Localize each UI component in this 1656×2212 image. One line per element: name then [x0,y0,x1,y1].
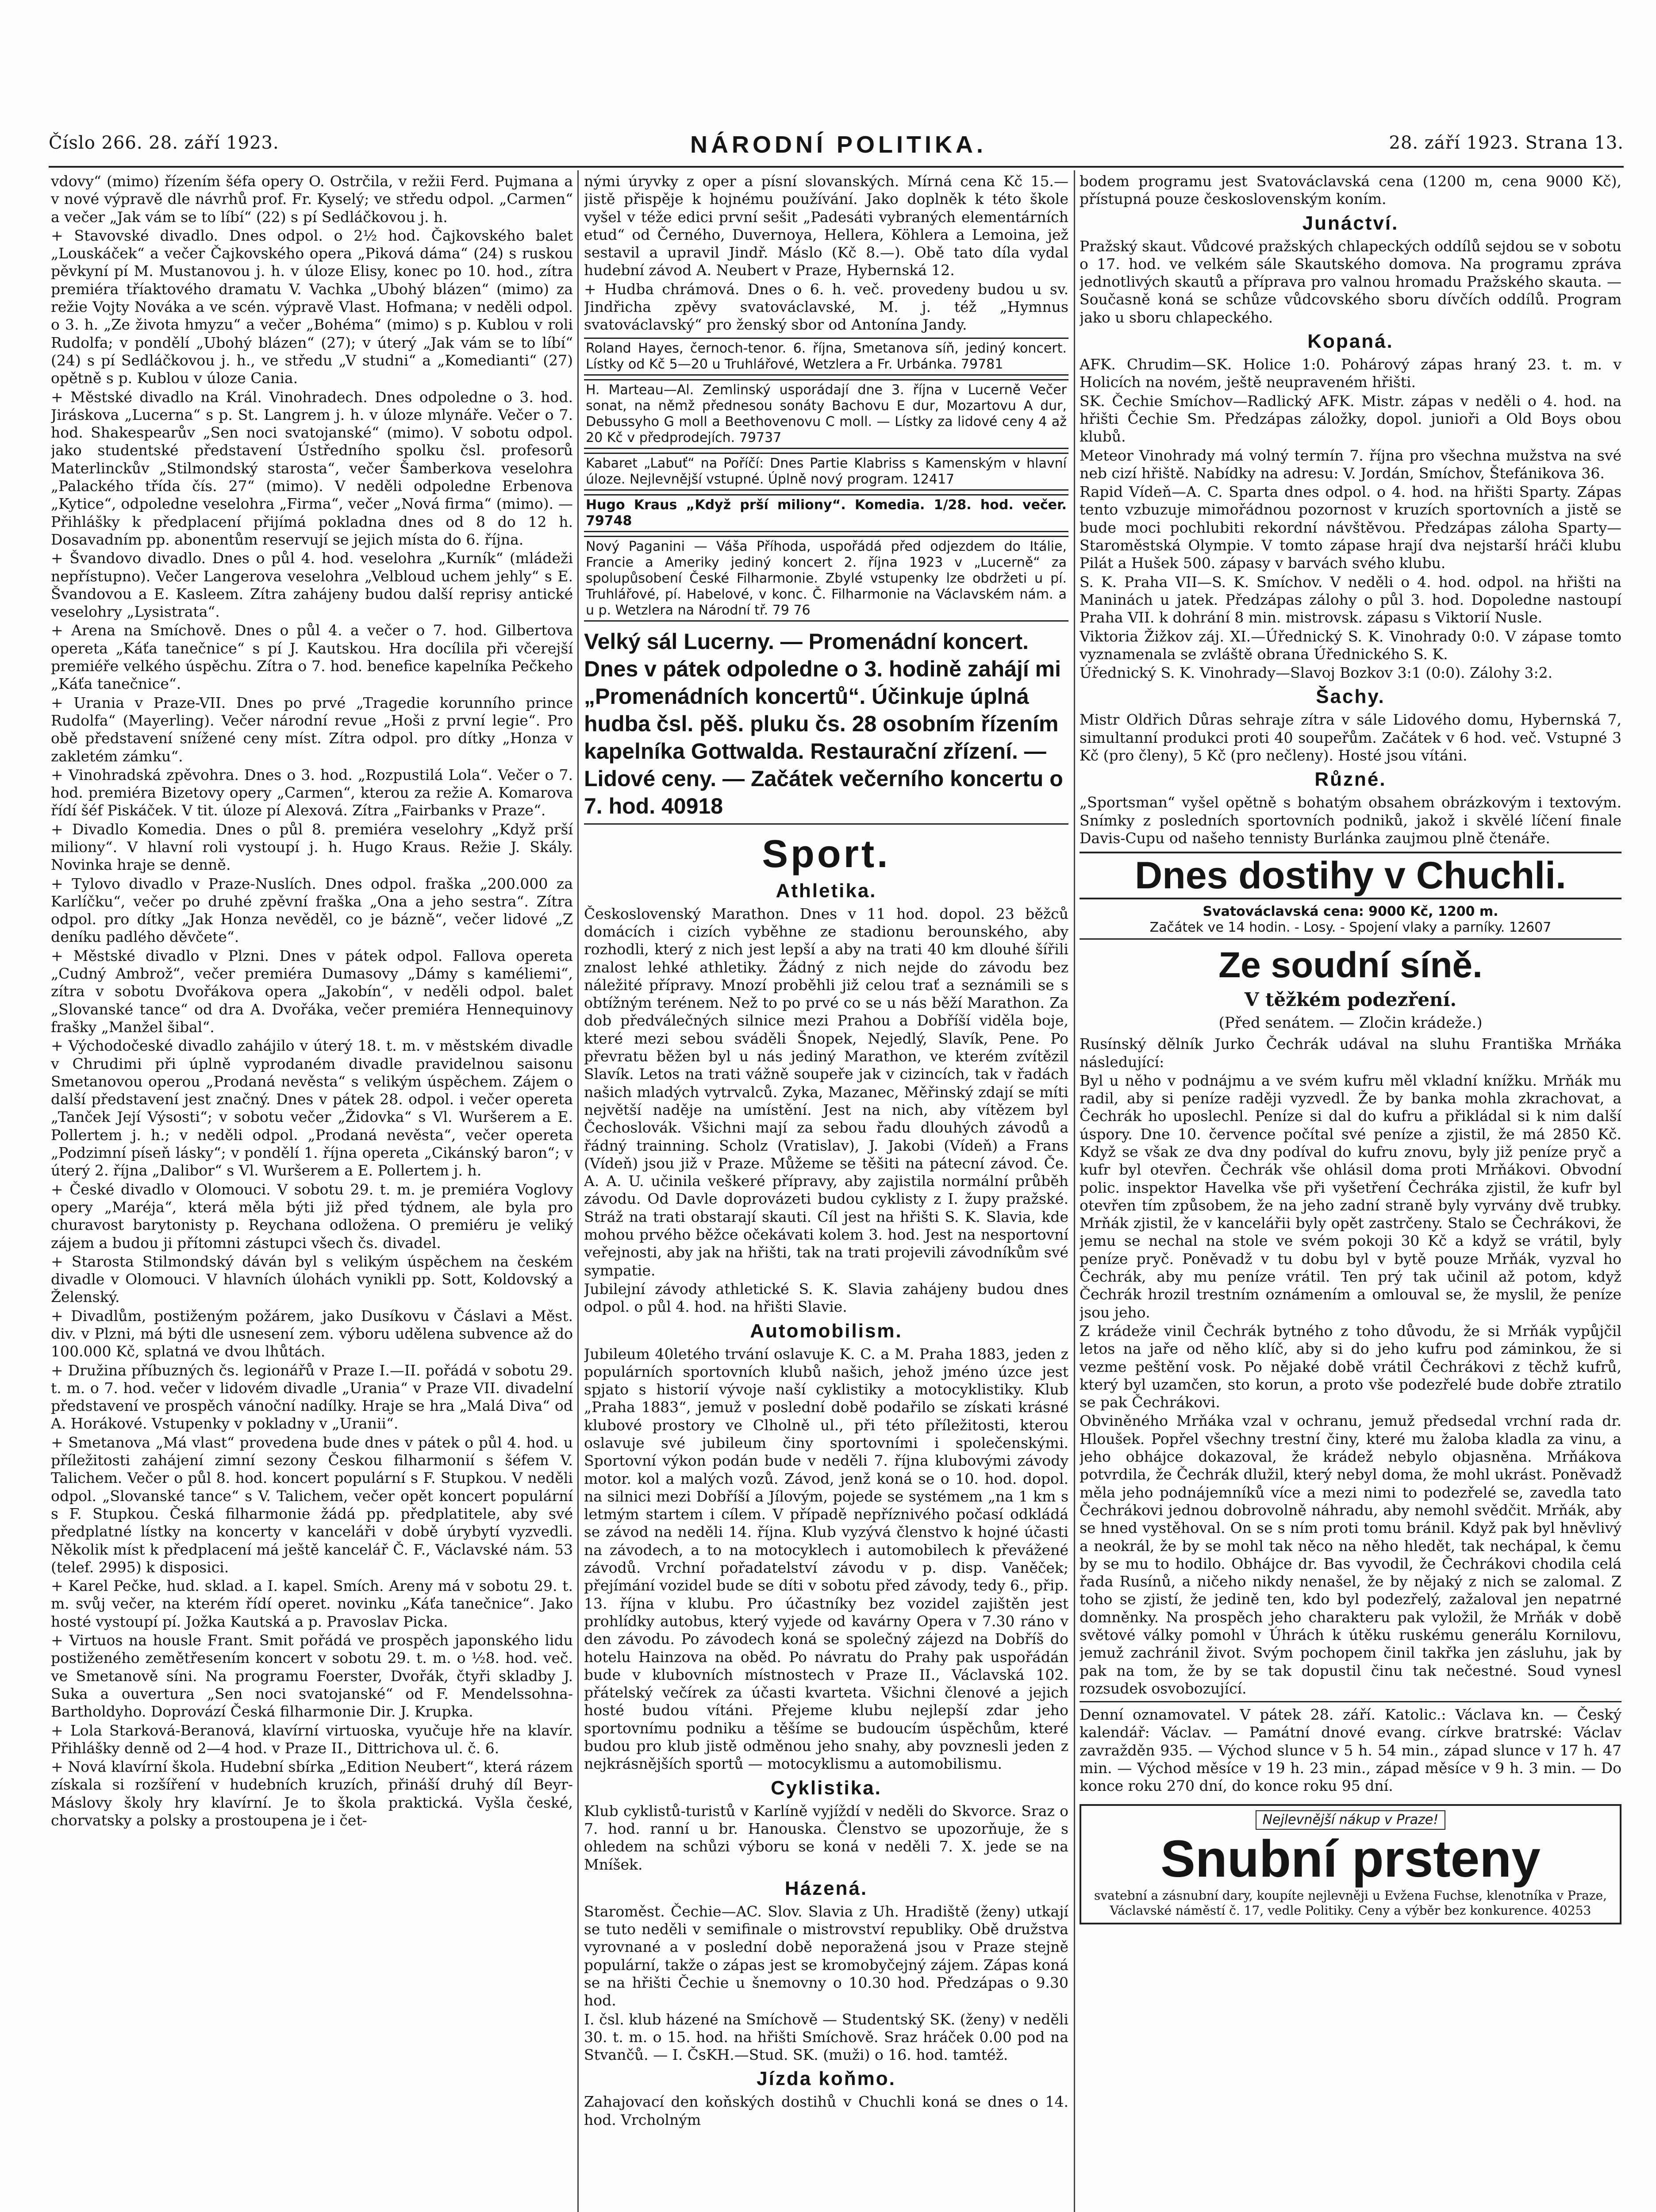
divider [1080,1701,1621,1702]
lucerna-concert-ad: Velký sál Lucerny. — Promenádní koncert. Dnes v pátek odpoledne o 3. hodině zahájí mi „Promenádních koncertů“. Účinkuje úplná hudba čsl. pěš. pluku čs. 28 osobním řízením kapelníka Gottwalda. Restaurační zřízení. — Lidové ceny. — Začátek večerního koncertu o 7. hod. 40918 [584,628,1068,825]
article-text: Staroměst. Čechie—AC. Slov. Slavia z Uh. Hradiště (ženy) utkají se tuto neděli v semifinale o mistrovství republiky. Obě družstva vyrovnané a v poslední době neporažená jsou v Praze stejně populární, takže o zápas jest se kromobyčejný zájem. Zápas koná se na hřišti Čechie u šnemovny o 10.30 hod. Předzápas o 9.30 hod. [584,1902,1068,2009]
chuchli-prize: Svatováclavská cena: 9000 Kč, 1200 m. [1203,904,1498,920]
advertisement: Nový Paganini — Váša Příhoda, uspořádá před odjezdem do Itálie, Francie a Ameriky jediný koncert 2. října 1923 v „Lucerně“ za spolupůsobení České Filharmonie. Zbylé vstupenky lze obdržeti u pí. Truhlářové, pí. Habelové, v konc. Č. Filharmonie na Václavském nám. a u p. Wetzlera na Národní tř. 79 76 [584,536,1068,622]
header-rule [49,166,1624,168]
article-text: Mistr Oldřich Důras sehraje zítra v sále Lidového domu, Hybernská 7, simultanní produkci proti 40 soupeřům. Začátek v 6 hod. več. Vstupné 3 Kč (pro členy), 5 Kč (pro nečleny). Hosté jsou vítáni. [1080,711,1621,764]
article-text: Zahajovací den koňských dostihů v Chuchli koná se dnes o 14. hod. Vrcholným [584,2093,1068,2128]
article-text: „Sportsman“ vyšel opětně s bohatým obsahem obrázkovým i textovým. Snímky z posledních sportovních podniků, jakož i skvělé líčení finale Davis-Cupu od našeho tennisty Burlánka zaujmou plně čtenáře. [1080,794,1621,847]
notice: + Stavovské divadlo. Dnes odpol. o 2½ hod. Čajkovského balet „Louskáček“ a večer Čajkovského opera „Piková dáma“ (24) s ruskou pěvkyní pí M. Mustanovou j. h. v úloze Elisy, konec po 10. hod., zítra premiéra tříaktového dramatu V. Vachka „Ubohý blázen“ (mimo) za režie Vojty Nováka a ve scén. výpravě Vlast. Hofmana; v neděli odpol. o 3. h. „Ze života hmyzu“ a večer „Bohéma“ (mimo) s p. Kublou v roli Rudolfa; v pondělí „Ubohý blázen“ (27); v úterý „Jak vám se to líbí“ (24) s pí Sedláčkovou j. h., ve středu „V studni“ a „Komedianti“ (27) opětně s p. Kublou v úloze Cania. [51,227,573,387]
column-divider [577,170,579,2212]
article-text: Rusínský dělník Jurko Čechrák udával na sluhu Františka Mrňáka následující: [1080,1035,1621,1071]
subheading-miscellaneous: Různé. [1314,768,1387,791]
issue-number: Číslo 266. 28. září 1923. [49,133,279,153]
subheading-scouting: Junáctví. [1302,212,1399,234]
article-text: S. K. Praha VII—S. K. Smíchov. V neděli o 4. hod. odpol. na hřišti na Maninách u jatek. Předzápas zálohy o půl 3. hod. Dopoledne nastoupí Praha VII. k dohrání 8 min. mistrovsk. zápasu s Viktorií Nusle. [1080,573,1621,626]
column-divider [1074,170,1075,2212]
daily-notice: Denní oznamovatel. V pátek 28. září. Katolic.: Václava kn. — Český kalendář: Václav. — Památní dnové evang. církve bratrské: Václav zavražděn 935. — Východ slunce v 5 h. 54 min., západ slunce v 17 h. 47 min. — Východ měsíce v 19 h. 23 min., západ měsíce v 9 h. 3 min. — Do konce roku 270 dní, do konce roku 95 dní. [1080,1706,1621,1795]
article-text: Jubilejní závody athletické S. K. Slavia zahájeny budou dnes odpol. o půl 4. hod. na hřišti Slavie. [584,1280,1068,1316]
article-text: Meteor Vinohrady má volný termín 7. října pro všechna mužstva na své neb cizí hřiště. Nabídky na adresu: V. Jordán, Smíchov, Štefánikova 36. [1080,446,1621,482]
article-text: SK. Čechie Smíchov—Radlický AFK. Mistr. zápas v neděli o 4. hod. na hřišti Čechie Sm. Předzápas záložky, dopol. junioři a Old Boys obou klubů. [1080,392,1621,445]
notice: + Starosta Stilmondský dáván byl s velikým úspěchem na českém divadle v Olomouci. V hlavních úlohách vynikli pp. Sott, Koldovský a Želenský. [51,1252,573,1306]
column-sport-court [1080,173,1621,2212]
ad-body: svatební a zásnubní dary, koupíte nejlevněji u Evžena Fuchse, klenotníka v Praze, Václavské náměstí č. 17, vedle Politiky. Ceny a výběr bez konkurence. 40253 [1094,1888,1607,1918]
advertisement: Roland Hayes, černoch-tenor. 6. října, Smetanova síň, jediný koncert. Lístky od Kč 5—20 u Truhlářové, Wetzlera a Fr. Urbánka. 79781 [584,338,1068,376]
page-header [49,133,1624,166]
notice: + Tylovo divadlo v Praze-Nuslích. Dnes odpol. fraška „200.000 za Karlíčku“, večer po druhé zpěvní fraška „Ona a jeho sestra“. Zítra odpol. pro dítky „Jak Honza nevěděl, co je bázně“, večer lidové „Z deníku padlého děvčete“. [51,875,573,946]
masthead: NÁRODNÍ POLITIKA. [690,131,987,158]
court-article-subtitle: (Před senátem. — Zločin krádeže.) [1218,1014,1483,1032]
article-text: Rapid Vídeň—A. C. Sparta dnes odpol. o 4. hod. na hřišti Sparty. Zápas tento vzbuzuje mimořádnou pozornost v kruzích sportovních a jistě se bude moci pochlubiti rekordní návštěvou. Předzápas záloha Sparty—Staroměstská Olympie. V tomto zápase hrají dva nejstarší hráči klubu Pilát a Hušek 500. zápasy v barvách svého klubu. [1080,483,1621,572]
notice: + Městské divadlo na Král. Vinohradech. Dnes odpoledne o 3. hod. Jiráskova „Lucerna“ s p. St. Langrem j. h. v úloze mlynáře. Večer o 7. hod. Shakespearův „Sen noci svatojanské“ (mimo). V sobotu odpol. jako studentské představení Ústředního spolku čsl. profesorů Materlinckův „Stilmondský starosta“, večer Šamberkova veselohra „Palackého třída čís. 27“ (mimo). V neděli odpoledne Erbenova „Kytice“, odpoledne veselohra „Firma“, večer „Nová firma“ (mimo). — Přihlášky k předplacení přijímá pokladna dnes od 8 do 12 h. Dosavadním pp. abonentům reservují se jejich místa do 6. října. [51,388,573,548]
article-text: Byl u něho v podnájmu a ve svém kufru měl vkladní knížku. Mrňák mu radil, aby si peníze raději vyzvedl. Že by banka mohla zkrachovat, a Čechrák ho uposlechl. Peníze si dal do kufru a přikládal si k nim další úspory. Dne 10. července počítal své peníze a zjistil, že má 2850 Kč. Když se však ze dva dny podíval do kufru znovu, byly již peníze pryč a kufr byl otevřen. Čechrák vše ohlásil doma proti Mrňákovi. Obvodní polic. inspektor Havelka vše při vyšetření Čechráka zjistil, že kufr byl otevřen tím způsobem, že na jeho zadní straně byly vyrvány dvě trubky. Mrňák zjistil, že v kancelářii byly opět zastrčeny. Stalo se Čechrákovi, že jemu se nechal na stole ve svém pokoji 30 Kč a když se vrátil, byly peníze pryč. Poněvadž v tu dobu byl v bytě pouze Mrňák, vyzval ho Čechrák, aby mu peníze vrátil. Ten prý tak učinil až potom, když Čechrák hrozil trestním oznámením a omlouval se, že myslil, že peníze jsou jeho. [1080,1071,1621,1321]
article-text: bodem programu jest Svatováclavská cena (1200 m, cena 9000 Kč), přístupná pouze československým koním. [1080,173,1621,208]
article-text: Obviněného Mrňáka vzal v ochranu, jemuž předsedal vrchní rada dr. Hloušek. Popřel všechny trestní činy, které mu žaloba kladla za vinu, a jeho obhájce dokazoval, že krádež nebylo objasněna. Mrňákova potvrdila, že Čechrák dlužil, který nebyl doma, že mohl ukrást. Poněvadž měla jeho podnájemníků více a mezi nimi to podezřelé se, zavedla tato Čechrákovi jednou dobrovolně náhradu, aby nemohl svědčit. Mrňák, aby se hned vystěhoval. On se s ním proti tomu bránil. Když pak byl hněvlivý a neokrál, že by se mohl tak něco na něho hledět, tak nechápal, k čemu by se mu to hodilo. Obhájce dr. Bas vyvodil, že Čechrákovi chodila celá řada Rusínů, a ničeho nikdy nenašel, že by nějaký z nich se zalomal. Z toho se zjistí, že jedině ten, kdo byl podezřelý, zažaloval jen nepatrné domněnky. Na prospěch jeho charakteru pak vyložil, že Mrňák v době světové války pomohl v Úhrách k útěku ruskému generálu Kornilovu, jemuž zachránil život. Svým pochopem činil takřka jen zásluhu, jak by pak na tom, že by se tak dopustil činu tak nečestné. Soud vynesl rozsudek osvobozující. [1080,1412,1621,1697]
advertisement: Hugo Kraus „Když prší miliony“. Komedia. 1/28. hod. večer. 79748 [584,494,1068,532]
notice: + Nová klavírní škola. Hudební sbírka „Edition Neubert“, která rázem získala si rozšíření v hudebních kruzích, přináší druhý díl Beyr-Máslovy školy hry klavírní. Je to škola praktická. Vyšla české, chorvatsky a polsky a prostoupena je i čet- [51,1758,573,1829]
chuchli-ad-details [1080,904,1621,940]
article-text: Jubileum 40letého trvání oslavuje K. C. a M. Praha 1883, jeden z populárních sportovních klubů našich, jehož jméno úzce jest spjato s historií vývoje naší cyklistiky a motocyklistiky. Klub „Praha 1883“, jemuž v poslední době podařilo se získati krásné klubové prostory ve Clholně ul., při této příležitosti, kterou oslavuje své jubileum činy sportovními i společenskými. Sportovní výkon podán bude v neděli 7. října klubovými závody motor. kol a malých vozů. Závod, jenž koná se o 10. hod. dopol. na silnici mezi Dobříší a Jílovým, pojede se systémem „na 1 km s letmým startem i cílem. V případě nepříznivého počasí odkládá se závod na neděli 14. října. Klub vyzývá členstvo k hojné účasti na závodech, a to na motocyklech i automobilech k převážené závodů. Vrchní pořadatelství závodu v p. disp. Vaněček; přejímání vozidel bude se díti v sobotu před závody, tedy 6., přip. 13. října v klubu. Pro účastníky bez vozidel zajištěn jest prohlídky autobus, který vyjede od kavárny Opera v 7.30 ráno v den závodu. Po závodech koná se společný zájezd na Dobříš do hotelu Hainzova na oběd. Po návratu do Prahy pak uspořádán bude v klubovních místnostech v Praze II., Václavská 102. přátelský večírek za účasti kvarteta. Všichni členové a jejich hosté budou vítáni. Přejeme klubu nejlepší zdar jeho sportovnímu podniku a těšíme se budoucím úspěchům, které budou pro klub jistě odměnou jeho snahy, aby povznesli jeden z nejkrásnějších sportů — motocyklismu a automobilismu. [584,1345,1068,1773]
subheading-football: Kopaná. [1307,330,1394,353]
subheading-automobilism: Automobilism. [750,1320,903,1342]
notice: + Švandovo divadlo. Dnes o půl 4. hod. veselohra „Kurník“ (mládeži nepřístupno). Večer Langerova veselohra „Velbloud uchem jehly“ s E. Švandovou a E. Kasleem. Zítra zahájeny budou další reprisy antické veselohry „Lysistrata“. [51,549,573,621]
wedding-rings-ad [1080,1804,1621,1924]
chuchli-races-ad: Dnes dostihy v Chuchli. [1080,852,1621,899]
notice: + Vinohradská zpěvohra. Dnes o 3. hod. „Rozpustilá Lola“. Večer o 7. hod. premiéra Bizetovy opery „Carmen“, kterou za režie A. Komarova řídí šéf Piskáček. V tit. úloze pí Alexová. Zítra „Fairbanks v Praze“. [51,766,573,819]
article-text: Viktoria Žižkov záj. XI.—Úřednický S. K. Vinohrady 0:0. V zápase tomto vyznamenala se zvláště obrana Úřednického S. K. [1080,627,1621,663]
advertisement: Kabaret „Labuť“ na Poříčí: Dnes Partie Klabriss s Kamenským v hlavní úloze. Nejlevnější vstupné. Úplně nový program. 12417 [584,453,1068,491]
notice: + Smetanova „Má vlast“ provedena bude dnes v pátek o půl 4. hod. u příležitosti zahájení zimní sezony Českou filharmonií s šéfem V. Talichem. Večer o půl 8. hod. koncert populární s F. Stupkou. V neděli odpol. „Slovanské tance“ s V. Talichem, večer opět koncert populární s F. Stupkou. Česká filharmonie žádá pp. předplatitele, aby své předplatné lístky na koncerty v kanceláři v době úrybytí vyzvedli. Několik míst k předplacení má ještě kancelář Č. F., Václavské nám. 53 (telef. 2995) k disposici. [51,1433,573,1576]
advertisement: H. Marteau—Al. Zemlinský usporádají dne 3. října v Lucerně Večer sonat, na němž přednesou sonáty Bachovu E dur, Mozartovu A dur, Debussyho G moll a Beethovenovu C moll. — Lístky za lidové ceny 4 až 20 Kč v předprodejích. 79737 [584,379,1068,449]
notice: + České divadlo v Olomouci. V sobotu 29. t. m. je premiéra Voglovy opery „Maréja“, která měla býti již před týdnem, ale byla pro churavost barytonisty p. Reychana odložena. O premiéru je veliký zájem a budou ji přítomni zástupci všech čs. divadel. [51,1180,573,1252]
subheading-horse-riding: Jízda koňmo. [757,2068,896,2090]
section-heading-sport: Sport. [762,831,891,876]
notice: + Divadlo Komedia. Dnes o půl 8. premiéra veselohry „Když prší miliony“. V hlavní roli vystoupí j. h. Hugo Kraus. Režie J. Skály. Novinka hraje se denně. [51,820,573,874]
notice: + Urania v Praze-VII. Dnes po prvé „Tragedie korunního prince Rudolfa“ (Mayerling). Večer národní revue „Hoši z první legie“. Pro obě představení snížené ceny míst. Zítra odpol. pro dítky „Honza v zakletém zámku“. [51,694,573,765]
article-text: I. čsl. klub házené na Smíchově — Studentský SK. (ženy) v neděli 30. t. m. o 15. hod. na hřišti Smíchově. Sraz hráček 0.00 pod na Stvančů. — I. ČsKH.—Stud. SK. (muži) o 16. hod. tamtéž. [584,2010,1068,2064]
chuchli-start: Začátek ve 14 hodin. - Losy. - Spojení vlaky a parníky. 12607 [1149,920,1552,936]
notice: + Družina příbuzných čs. legionářů v Praze I.—II. pořádá v sobotu 29. t. m. o 7. hod. večer v lidovém divadle „Urania“ v Praze VII. divadelní představení ve prospěch vánoční nadílky. Hraje se hra „Malá Diva“ od A. Horákové. Vstupenky v pokladny v „Uranii“. [51,1361,573,1432]
article-text: Československý Marathon. Dnes v 11 hod. dopol. 23 běžců domácích i cizích vyběhne ze stadionu berounského, aby rozhodli, který z nich jest lepší a aby na trati 40 km dlouhé šířili znalost lehké athletiky. Žádný z nich nejde do závodu bez náležité přípravy. Mnozí proběhli již celou trať a seznámili se s obtížným terénem. Než to po prvé co se u nás běží Marathon. Za dob předválečných silnice mezi Prahou a Dobříší viděla boje, které mezi sebou sváděli Šnopek, Nejedlý, Slavík, Pene. Po převratu běžen byl u nás jediný Marathon, ve kterém zvítězil Slavík. Letos na trati vážně soupeře jak v cizincích, tak v řadách našich mladých vytrvalců. Zyka, Mazanec, Měřinský zdají se míti největší naděje na umístění. Jest na nich, aby vítězem byl Čechoslovák. Všichni mají za sebou řadu dlouhých závodů a řádný trainning. Scholz (Vratislav), J. Jakobi (Vídeň) a Frans (Vídeň) jsou již v Praze. Můžeme se těšiti na pátecní závod. Če. A. A. U. učinila veškeré přípravy, aby zajistila normální průběh závodu. Od Davle doprovázeti budou cyklisty z I. župy pražské. Stráž na trati obstarají skauti. Cíl jest na hřišti S. K. Slavia, kde mohou prvého běžce očekávati kolem 3. hod. Jest na nesportovní veřejnosti, aby jak na hřišti, tak na trati projevili závodníkům své sympatie. [584,905,1068,1279]
ad-tagline: Nejlevnější nákup v Praze! [1256,1810,1446,1830]
notice: + Karel Pečke, hud. sklad. a I. kapel. Smích. Areny má v sobotu 29. t. m. svůj večer, na kterém řídí operet. novinku „Káťa tanečnice“. Jako hosté vystoupí pí. Jožka Kautská a p. Pravoslav Picka. [51,1577,573,1630]
notice: vdovy“ (mimo) řízením šéfa opery O. Ostrčila, v režii Ferd. Pujmana a v nové výpravě dle návrhů prof. Fr. Kyselý; ve středu odpol. „Carmen“ a večer „Jak vám se to líbí“ (22) s pí Sedláčkovou j. h. [51,173,573,226]
section-heading-court: Ze soudní síně. [1218,945,1483,986]
court-article-title: V těžkém podezření. [1244,989,1457,1011]
notice: + Arena na Smíchově. Dnes o půl 4. a večer o 7. hod. Gilbertova opereta „Káťa tanečnice“ s pí J. Kautskou. Hra docílila při včerejší premiéře velkého úspěchu. Zítra o 7. hod. benefice kapelníka Pečkeho „Káťa tanečnice“. [51,622,573,693]
column-theatre-notices [51,173,573,2212]
notice: + Lola Starková-Beranová, klavírní virtuoska, vyučuje hře na klavír. Přihlášky denně od 2—4 hod. v Praze II., Dittrichova ul. č. 6. [51,1721,573,1757]
page-date: 28. září 1923. Strana 13. [1389,133,1624,153]
article-text: + Hudba chrámová. Dnes o 6. h. več. provedeny budou u sv. Jindřicha zpěvy svatováclavské, M. j. též „Hymnus svatováclavský“ pro ženský sbor od Antonína Jandy. [584,280,1068,334]
notice: + Virtuos na housle Frant. Smit pořádá ve prospěch japonského lidu postiženého zemětřesením koncert v sobotu 29. t. m. o ½8. hod. več. ve Smetanově síni. Na programu Foerster, Dvořák, čtyři skladby J. Suka a ouvertura „Sen noci svatojanské“ od F. Mendelssohna-Bartholdyho. Doprovází Česká filharmonie Dir. J. Krupka. [51,1632,573,1720]
column-music-sport [584,173,1068,2212]
notice: + Východočeské divadlo zahájilo v úterý 18. t. m. v městském divadle v Chrudimi při úplně vyprodaném divadle pravidelnou saisonu Smetanovou operou „Prodaná nevěsta“ s velikým úspěchem. Zájem o další představení jest značný. Dnes v pátek 28. odpol. i večer opereta „Tanček Její Výsosti“; v sobotu večer „Židovka“ s Vl. Wuršerem a E. Pollertem j. h.; v neděli odpol. „Prodaná nevěsta“, večer opereta „Podzimní píseň lásky“; v pondělí 1. října opereta „Cikánský baron“; v úterý 2. října „Dalibor“ s Vl. Wuršerem a E. Pollertem j. h. [51,1037,573,1179]
article-text: Klub cyklistů-turistů v Karlíně vyjíždí v neděli do Skvorce. Sraz o 7. hod. ranní u br. Hanouska. Členstvo se upozorňuje, že s ohledem na schůzi výboru se koná v neděli 7. X. jede se na Mníšek. [584,1802,1068,1873]
subheading-handball: Házená. [784,1877,868,1899]
subheading-chess: Šachy. [1316,686,1385,708]
notice: + Divadlům, postiženým požárem, jako Dusíkovu v Čáslavi a Měst. div. v Plzni, má býti dle usnesení zem. výboru udělena subvence až do 100.000 Kč, splatná ve dvou lhůtách. [51,1307,573,1360]
article-text: Z krádeže vinil Čechrák bytného z toho důvodu, že si Mrňák vypůjčil letos na jaře od něho klíč, aby si do jeho kufru pod záminkou, že si vezme peštění vosk. Po nějaké době vrátil Čechrákovi z těchž kufrů, který byl uzamčen, sto korun, a proto vše podezřelé bude dobře ztratilo se pak Čechrákovi. [1080,1322,1621,1411]
article-text: Úřednický S. K. Vinohrady—Slavoj Bozkov 3:1 (0:0). Zálohy 3:2. [1080,664,1553,682]
notice: + Městské divadlo v Plzni. Dnes v pátek odpol. Fallova opereta „Cudný Ambrož“, večer premiéra Dumasovy „Dámy s kaméliemi“, zítra v sobotu Dvořákova opera „Jakobín“, v neděli odpol. balet „Slovanské tance“ od dra A. Dvořáka, večer premiéra Hennequinovy frašky „Manžel šibal“. [51,947,573,1036]
subheading-cycling: Cyklistika. [771,1777,882,1799]
ad-headline: Snubní prsteny [1160,1829,1541,1888]
article-text: Pražský skaut. Vůdcové pražských chlapeckých oddílů sejdou se v sobotu o 17. hod. ve velkém sále Skautského domova. Na programu zpráva jednotlivých skautů a příprava pro valnou hromadu Pražského skauta. — Současně koná se schůze vůdcovského sboru dívčích oddílů. Program jako u sboru chlapeckého. [1080,237,1621,326]
subheading-athletics: Athletika. [776,879,877,902]
article-text: AFK. Chrudim—SK. Holice 1:0. Pohárový zápas hraný 23. t. m. v Holicích na novém, ještě neupraveném hřišti. [1080,356,1621,391]
article-text: nými úryvky z oper a písní slovanských. Mírná cena Kč 15.— jistě přispěje k hojnému používání. Jako doplněk k této škole vyšel v téže edici první sešit „Padesáti vybraných elementárních etud“ od Černého, Duvernoya, Hellera, Köhlera a Lemoina, jež sestavil a upravil Jindř. Máslo (Kč 8.—). Obě tato díla vydal hudební závod A. Neubert v Praze, Hybernská 12. [584,173,1068,279]
